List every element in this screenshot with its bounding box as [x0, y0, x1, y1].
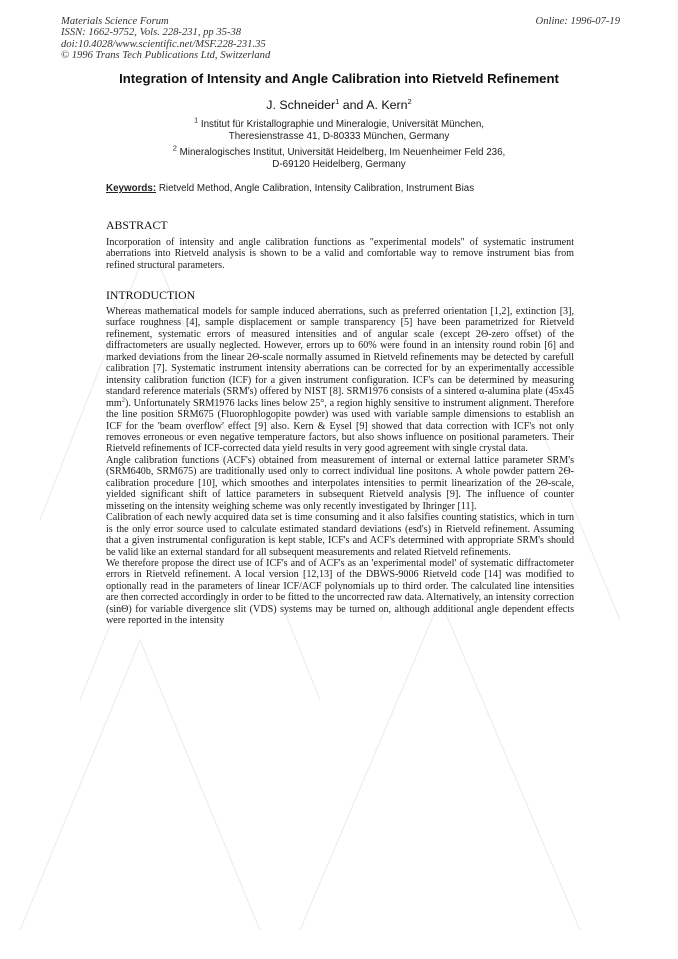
affiliation	[0, 143, 678, 171]
keywords-label: Keywords:	[106, 183, 157, 194]
paragraph-text: ). Unfortunately SRM1976 lacks lines below 25°, a region highly sensitive to instrument alignment. Therefore the line position SRM675 (Fluorophlogopite powder) was used with variable sample dimensions to establish an ICF for the 'beam overflow' effect [9] also. Kern & Eysel [9] showed that data correction with ICF's not only removes erroneous or even negative temperature factors, but also shows influence on positional parameters. Their Rietveld refinements of ICF-corrected data yield results in very good agreement with single crystal data.	[106, 397, 574, 455]
journal-name: Materials Science Forum	[61, 16, 169, 27]
abstract-body	[106, 237, 574, 271]
journal-header	[61, 16, 270, 62]
affiliation-line: Institut für Kristallographie und Mineralogie, Universität München,	[198, 119, 485, 130]
online-date: Online: 1996-07-19	[535, 16, 620, 27]
author-conjunction: and	[339, 98, 367, 112]
issn-line: ISSN: 1662-9752, Vols. 228-231, pp 35-38	[61, 27, 242, 39]
doi-line[interactable]: doi:10.4028/www.scientific.net/MSF.228-231.35	[61, 38, 266, 50]
keywords-text: Rietveld Method, Angle Calibration, Intensity Calibration, Instrument Bias	[156, 183, 475, 194]
affiliation	[0, 115, 678, 143]
introduction-paragraph: Calibration of each newly acquired data set is time consuming and it also falsifies counting statistics, which in turn is the only error source used to calculate estimated standard deviations (esd's) in Rietveld refinement. Assuming that a given instrumental configuration is kept stable, ICF's and ACF's determined with appropriate SRM's should be valid like an external standard for all subsequent measurements and related Rietveld refinements.	[106, 512, 574, 558]
introduction-paragraph: Angle calibration functions (ACF's) obtained from measurement of internal or external lattice parameter SRM's (SRM640b, SRM675) are traditionally used only to correct individual line positons. A whole powder pattern 2Θ-calibration procedure [10], which smoothes and interpolates intensities to permit linearization of the 2Θ-scale, yielded significant shift of lattice parameters in subsequent Rietveld analysis [9]. The influence of counter misseting on the intensity weighing scheme was only recently investigated by Ihringer [11].	[106, 454, 574, 512]
author-line	[0, 98, 678, 112]
keywords	[106, 183, 474, 194]
introduction-paragraph	[106, 306, 574, 455]
author-affiliation-mark: 2	[407, 96, 412, 106]
affiliation-line: D-69120 Heidelberg, Germany	[272, 159, 406, 171]
introduction-paragraph: We therefore propose the direct use of ICF's and of ACF's as an 'experimental model' of systematic diffractometer errors in Rietveld refinement. A local version [12,13] of the DBWS-9006 Rietveld code [14] was modified to optionally read in the parameters of linear ICF/ACF polynomials up to third order. The calculated line intensities are then corrected accordingly in order to be fitted to the uncorrected raw data. Alternatively, an intensity correction (sinΘ) for variable divergence slit (VDS) systems may be turned on, although additional angle dependent effects were reported in the intensity	[106, 557, 574, 627]
affiliation-line: Theresienstrasse 41, D-80333 München, Germany	[228, 131, 450, 143]
author-name: J. Schneider	[266, 98, 336, 112]
affiliation-mark: 2	[172, 143, 177, 153]
paper-title: Integration of Intensity and Angle Calibration into Rietveld Refinement	[119, 71, 559, 86]
copyright-line: © 1996 Trans Tech Publications Ltd, Switzerland	[61, 50, 271, 62]
affiliation-mark: 1	[193, 115, 199, 125]
abstract-paragraph: Incorporation of intensity and angle calibration functions as "experimental models" of systematic instrument aberrations into Rietveld analysis is shown to be a valid and comfortable way to remove instrument bias from refined structural parameters.	[106, 237, 574, 271]
abstract-heading: ABSTRACT	[106, 218, 168, 232]
author-affiliation-mark: 1	[335, 96, 340, 106]
author-name: A. Kern	[366, 98, 408, 112]
introduction-body	[106, 306, 574, 627]
paragraph-text: Whereas mathematical models for sample induced aberrations, such as preferred orientation [1,2], extinction [3], surface roughness [4], sample displacement or sample transparency [5] have been parametrized for Rietveld refinement, systematic errors of measured intensities and of angular scale (except 2Θ-zero offset) of the diffractometers are usually neglected. However, errors up to 60% were found in an intensity round robin [6] and marked deviations from the linear 2Θ-scale normally assumed in Rietveld refinements may be detected by carefull calibration [7]. Systematic instrument intensity aberrations can be corrected for by an experimentally accessible intensity calibration function (ICF) for a given instrument configuration. ICF's can be determined by measuring standard reference materials (SRM's) offered by NIST [8]. SRM1976 consists of a sintered α-alumina plate (45x45 mm	[106, 306, 574, 409]
superscript: 2	[121, 396, 125, 404]
introduction-heading: INTRODUCTION	[106, 288, 196, 302]
affiliation-line: Mineralogisches Institut, Universität Heidelberg, Im Neuenheimer Feld 236,	[176, 147, 506, 158]
